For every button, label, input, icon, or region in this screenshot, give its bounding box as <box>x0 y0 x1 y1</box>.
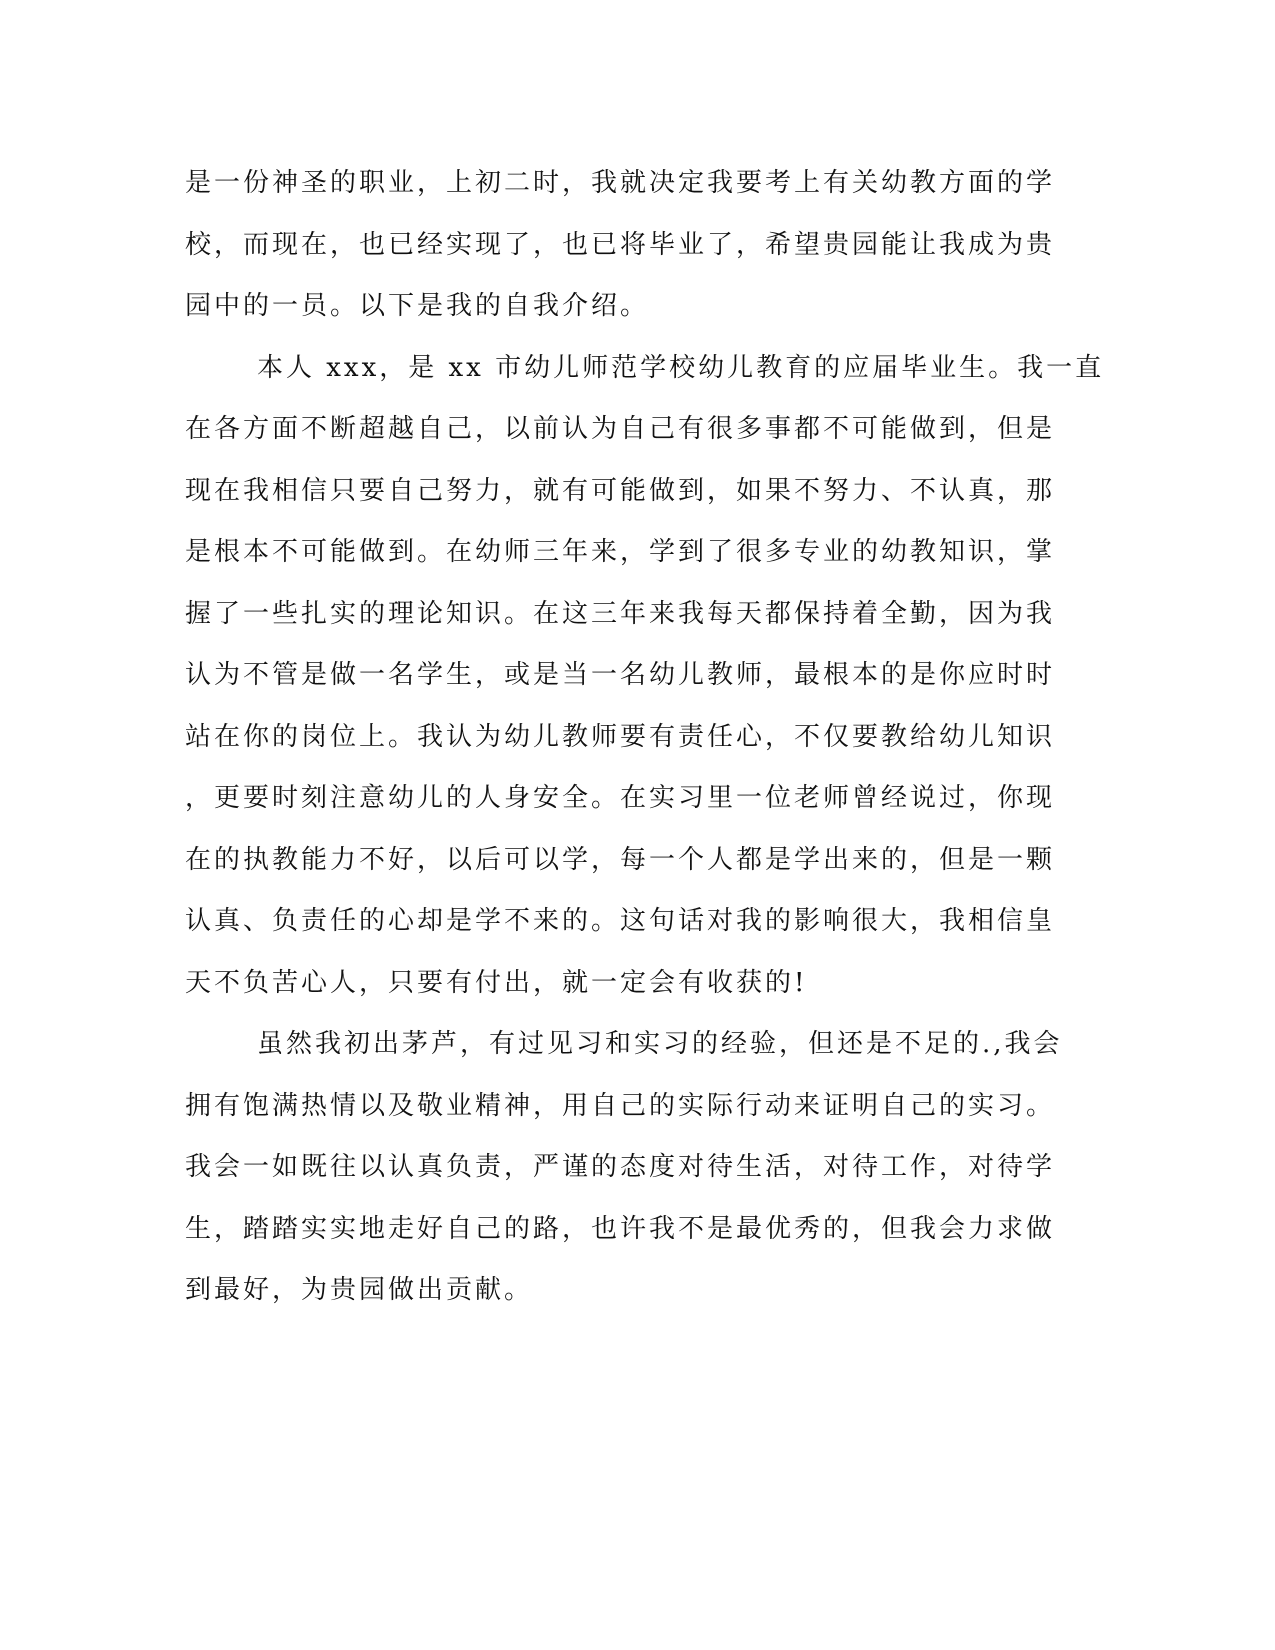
text-line: 现在我相信只要自己努力，就有可能做到，如果不努力、不认真，那 <box>185 475 1056 506</box>
text-line: ，更要时刻注意幼儿的人身安全。在实习里一位老师曾经说过，你现 <box>185 783 1056 813</box>
text-line: 是根本不可能做到。在幼师三年来，学到了很多专业的幼教知识，掌 <box>185 537 1056 567</box>
text-line: 我会一如既往以认真负责，严谨的态度对待生活，对待工作，对待学 <box>185 1152 1056 1182</box>
text-line: 校，而现在，也已经实现了，也已将毕业了，希望贵园能让我成为贵 <box>185 229 1056 260</box>
text-line: 站在你的岗位上。我认为幼儿教师要有责任心，不仅要教给幼儿知识 <box>185 721 1056 752</box>
text-line: 拥有饱满热情以及敬业精神，用自己的实际行动来证明自己的实习。 <box>185 1090 1056 1121</box>
text-line: 认为不管是做一名学生，或是当一名幼儿教师，最根本的是你应时时 <box>185 660 1056 690</box>
body-text <box>185 158 1105 1327</box>
text-line: 园中的一员。以下是我的自我介绍。 <box>185 291 650 321</box>
text-line: 生，踏踏实实地走好自己的路，也许我不是最优秀的，但我会力求做 <box>185 1213 1056 1244</box>
text-line: 在的执教能力不好，以后可以学，每一个人都是学出来的，但是一颗 <box>185 844 1056 875</box>
text-line: 认真、负责任的心却是学不来的。这句话对我的影响很大，我相信皇 <box>185 906 1056 936</box>
paragraph-start-line: 本人 xxx，是 xx 市幼儿师范学校幼儿教育的应届毕业生。我一直 <box>257 352 1105 383</box>
text-line: 在各方面不断超越自己，以前认为自己有很多事都不可能做到，但是 <box>185 414 1056 444</box>
text-line: 天不负苦心人，只要有付出，就一定会有收获的! <box>185 967 808 998</box>
paragraph-start-line: 虽然我初出茅芦，有过见习和实习的经验，但还是不足的.,我会 <box>257 1029 1063 1059</box>
text-line: 是一份神圣的职业，上初二时，我就决定我要考上有关幼教方面的学 <box>185 168 1056 198</box>
text-line: 握了一些扎实的理论知识。在这三年来我每天都保持着全勤，因为我 <box>185 598 1056 629</box>
text-line: 到最好，为贵园做出贡献。 <box>185 1275 534 1305</box>
